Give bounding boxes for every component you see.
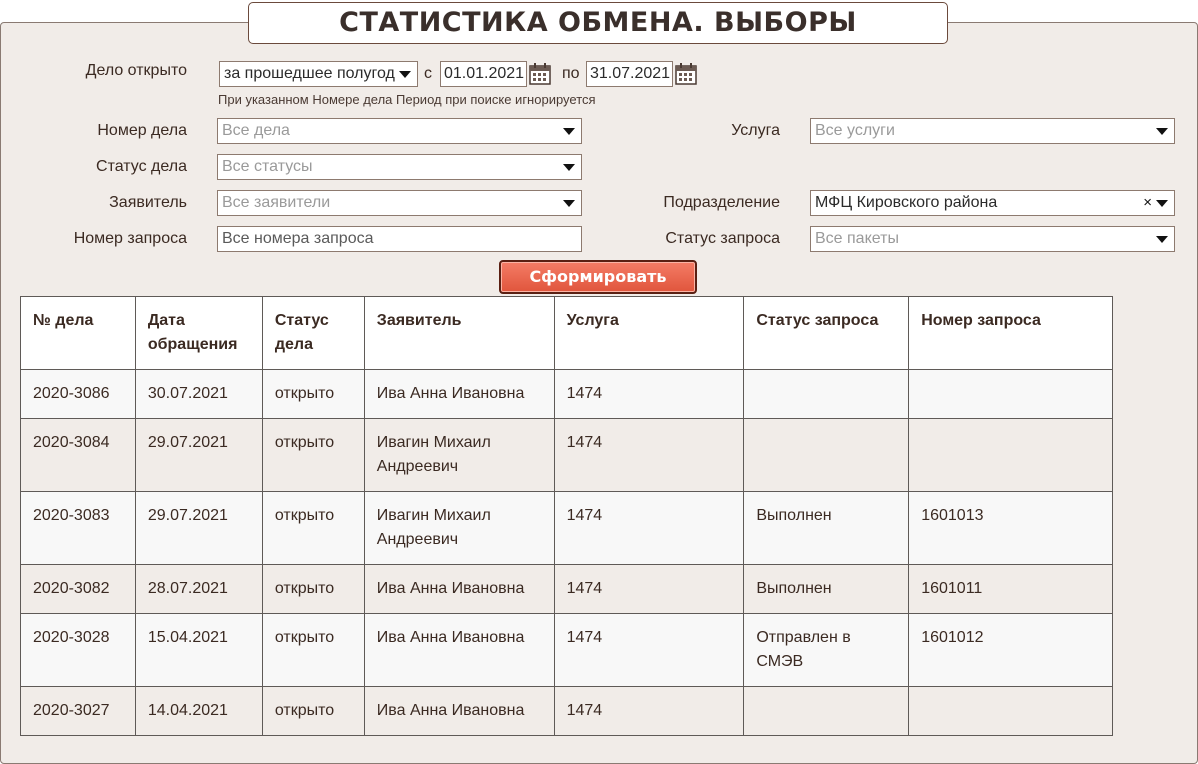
cell-case-number: 2020-3082: [21, 565, 136, 614]
cell-request-status: [744, 419, 909, 492]
from-date-input[interactable]: [440, 61, 527, 87]
cell-date: 15.04.2021: [135, 614, 262, 687]
from-label: с: [424, 65, 432, 82]
page-title: СТАТИСТИКА ОБМЕНА. ВЫБОРЫ: [339, 7, 857, 38]
page-title-box: [248, 2, 948, 44]
request-status-select[interactable]: [810, 226, 1175, 252]
column-header-case-number[interactable]: № дела: [21, 297, 136, 370]
column-header-service[interactable]: Услуга: [554, 297, 744, 370]
chevron-down-icon: [1156, 236, 1168, 243]
cell-applicant: Ивагин Михаил Андреевич: [364, 419, 554, 492]
applicant-select[interactable]: [217, 190, 582, 216]
cell-request-status: Выполнен: [744, 492, 909, 565]
calendar-icon[interactable]: [675, 63, 697, 85]
cell-date: 29.07.2021: [135, 492, 262, 565]
chevron-down-icon: [563, 164, 575, 171]
cell-applicant: Ивагин Михаил Андреевич: [364, 492, 554, 565]
cell-case-number: 2020-3027: [21, 687, 136, 736]
cell-case-number: 2020-3083: [21, 492, 136, 565]
cell-request-status: Выполнен: [744, 565, 909, 614]
request-status-label: Статус запроса: [665, 230, 780, 247]
cell-case-number: 2020-3086: [21, 370, 136, 419]
cell-service: 1474: [554, 565, 744, 614]
case-status-label: Статус дела: [96, 158, 187, 175]
case-status-placeholder: Все статусы: [222, 158, 313, 175]
close-icon[interactable]: ×: [1143, 194, 1152, 211]
cell-service: 1474: [554, 419, 744, 492]
request-number-input[interactable]: [217, 226, 582, 252]
cell-request-number: [909, 419, 1113, 492]
period-select[interactable]: [219, 61, 418, 87]
period-select-value: за прошедшее полугод: [224, 65, 395, 82]
cell-case-status: открыто: [262, 419, 364, 492]
from-date-value: 01.01.2021: [444, 65, 525, 82]
period-hint: При указанном Номере дела Период при поиске игнорируется: [218, 92, 596, 107]
cell-date: 30.07.2021: [135, 370, 262, 419]
chevron-down-icon: [399, 71, 411, 78]
column-header-date[interactable]: Дата обращения: [135, 297, 262, 370]
cell-service: 1474: [554, 370, 744, 419]
cell-request-number: [909, 370, 1113, 419]
to-date-value: 31.07.2021: [590, 65, 671, 82]
results-table: [20, 296, 1113, 736]
cell-request-number: [909, 687, 1113, 736]
table-row[interactable]: [21, 419, 1113, 492]
calendar-icon[interactable]: [529, 63, 551, 85]
cell-applicant: Ива Анна Ивановна: [364, 687, 554, 736]
division-value: МФЦ Кировского района: [815, 194, 998, 211]
cell-applicant: Ива Анна Ивановна: [364, 370, 554, 419]
table-row[interactable]: [21, 492, 1113, 565]
cell-date: 29.07.2021: [135, 419, 262, 492]
table-row[interactable]: [21, 614, 1113, 687]
cell-case-status: открыто: [262, 492, 364, 565]
applicant-label: Заявитель: [109, 194, 187, 211]
cell-case-status: открыто: [262, 687, 364, 736]
case-number-select[interactable]: [217, 118, 582, 144]
cell-request-status: [744, 370, 909, 419]
cell-applicant: Ива Анна Ивановна: [364, 614, 554, 687]
to-label: по: [562, 65, 580, 82]
cell-request-number: 1601011: [909, 565, 1113, 614]
cell-case-number: 2020-3028: [21, 614, 136, 687]
chevron-down-icon: [563, 200, 575, 207]
table-header-row: [21, 297, 1113, 370]
request-number-label: Номер запроса: [73, 230, 187, 247]
chevron-down-icon: [1156, 128, 1168, 135]
submit-button[interactable]: Сформировать: [499, 260, 697, 294]
request-status-placeholder: Все пакеты: [815, 230, 899, 247]
table-row[interactable]: [21, 687, 1113, 736]
service-select[interactable]: [810, 118, 1175, 144]
cell-case-number: 2020-3084: [21, 419, 136, 492]
table-row[interactable]: [21, 565, 1113, 614]
applicant-placeholder: Все заявители: [222, 194, 331, 211]
chevron-down-icon: [1156, 200, 1168, 207]
column-header-request-status[interactable]: Статус запроса: [744, 297, 909, 370]
column-header-case-status[interactable]: Статус дела: [262, 297, 364, 370]
cell-case-status: открыто: [262, 614, 364, 687]
case-status-select[interactable]: [217, 154, 582, 180]
cell-applicant: Ива Анна Ивановна: [364, 565, 554, 614]
request-number-placeholder: Все номера запроса: [222, 230, 374, 247]
cell-service: 1474: [554, 614, 744, 687]
chevron-down-icon: [563, 128, 575, 135]
period-label: Дело открыто: [85, 62, 187, 79]
case-number-label: Номер дела: [97, 122, 187, 139]
cell-case-status: открыто: [262, 370, 364, 419]
case-number-placeholder: Все дела: [222, 122, 290, 139]
cell-date: 28.07.2021: [135, 565, 262, 614]
cell-request-number: 1601013: [909, 492, 1113, 565]
cell-service: 1474: [554, 492, 744, 565]
cell-date: 14.04.2021: [135, 687, 262, 736]
division-label: Подразделение: [663, 194, 780, 211]
column-header-request-number[interactable]: Номер запроса: [909, 297, 1113, 370]
cell-request-status: [744, 687, 909, 736]
cell-request-status: Отправлен в СМЭВ: [744, 614, 909, 687]
table-row[interactable]: [21, 370, 1113, 419]
cell-case-status: открыто: [262, 565, 364, 614]
service-label: Услуга: [731, 122, 780, 139]
cell-service: 1474: [554, 687, 744, 736]
to-date-input[interactable]: [586, 61, 673, 87]
cell-request-number: 1601012: [909, 614, 1113, 687]
column-header-applicant[interactable]: Заявитель: [364, 297, 554, 370]
division-select[interactable]: [810, 190, 1175, 216]
service-placeholder: Все услуги: [815, 122, 895, 139]
